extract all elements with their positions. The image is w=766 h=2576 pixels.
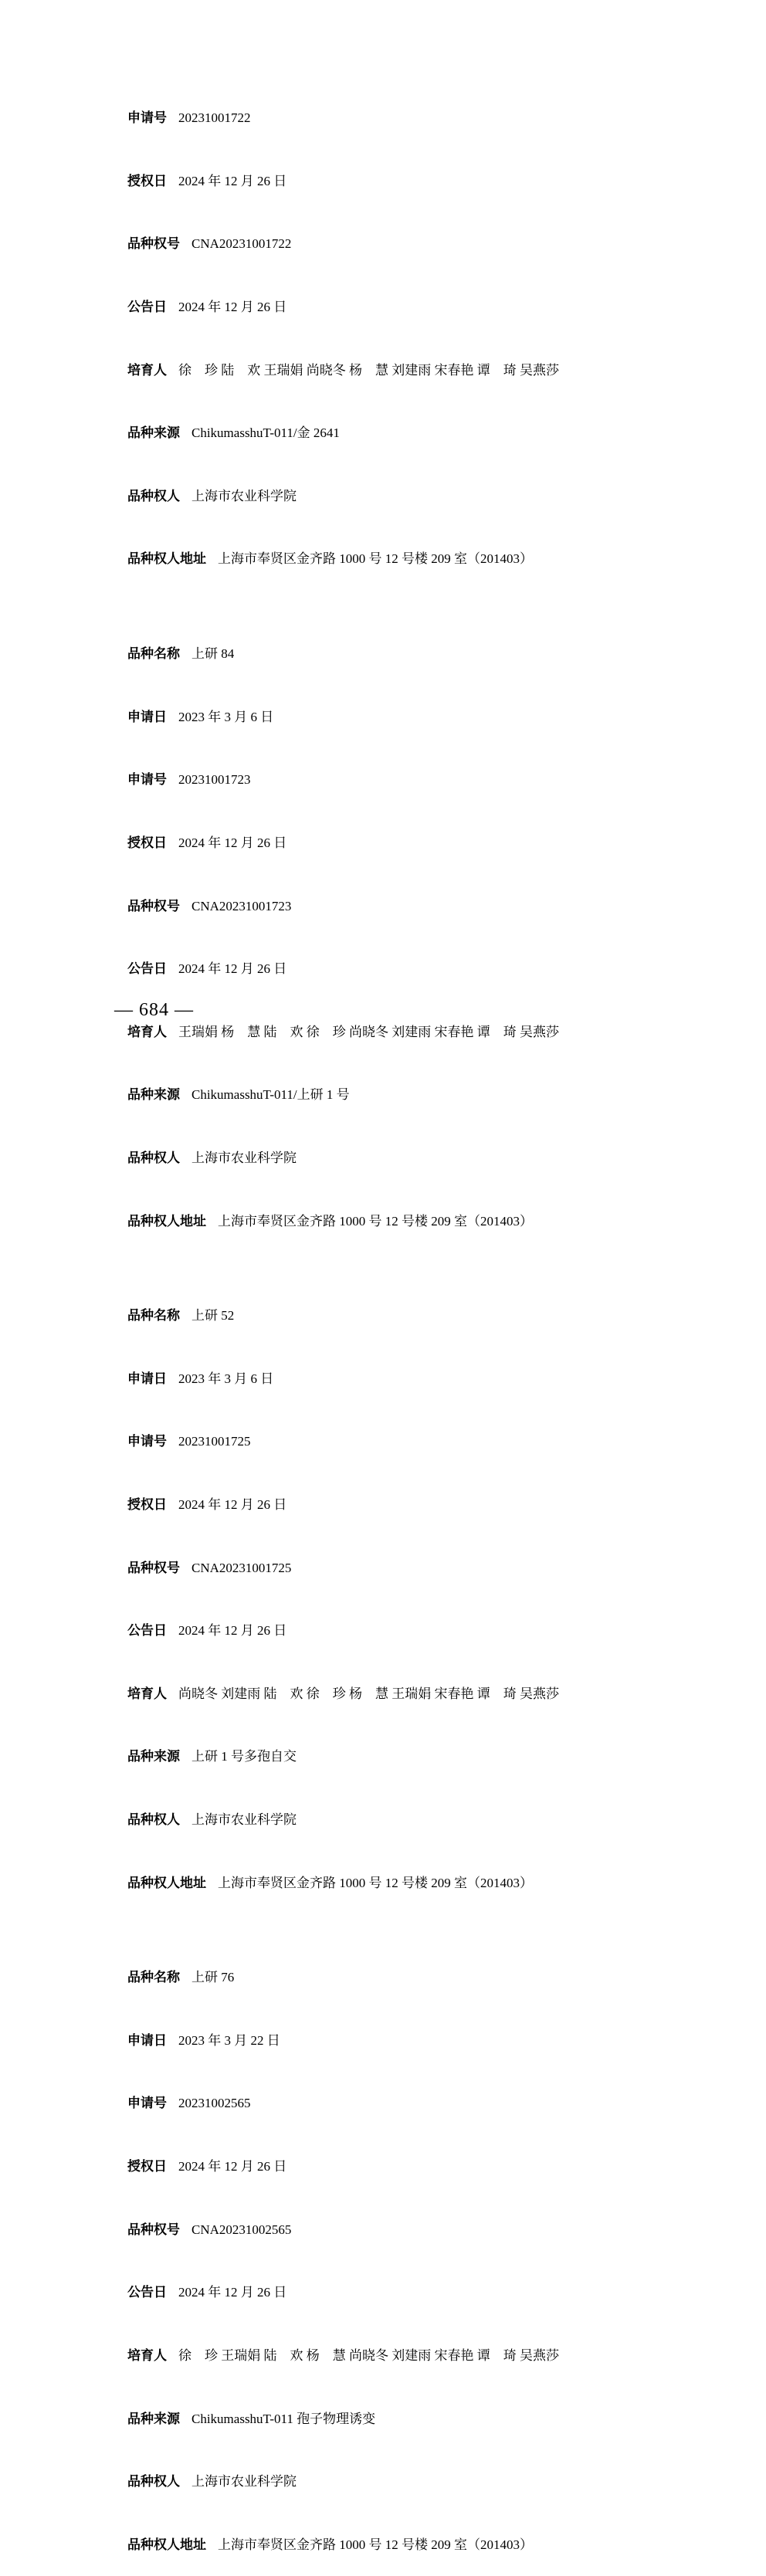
field-value: 20231001725	[178, 1434, 251, 1449]
records-container	[114, 86, 727, 2576]
record	[114, 1284, 727, 1914]
field-line	[114, 937, 727, 1001]
field-label: 品种权号	[127, 898, 180, 913]
field-value: 2024 年 12 月 26 日	[178, 300, 287, 315]
field-value: 2024 年 12 月 26 日	[178, 173, 287, 188]
field-label: 品种权人	[127, 488, 180, 503]
field-label: 品种权号	[127, 2222, 180, 2237]
field-label: 申请号	[127, 110, 167, 126]
field-line	[114, 1063, 727, 1127]
field-line	[114, 1189, 727, 1252]
field-value: CNA20231002565	[192, 2222, 292, 2237]
field-line	[114, 1725, 727, 1788]
field-value: 2024 年 12 月 26 日	[178, 1623, 287, 1639]
field-line	[114, 2387, 727, 2450]
field-line	[114, 1473, 727, 1537]
field-line	[114, 1599, 727, 1663]
field-value: 上海市奉贤区金齐路 1000 号 12 号楼 209 室（201403）	[218, 551, 533, 567]
field-value: CNA20231001722	[192, 236, 292, 252]
field-line	[114, 1536, 727, 1599]
field-value: 20231002565	[178, 2096, 251, 2111]
field-label: 申请号	[127, 2096, 167, 2111]
field-label: 公告日	[127, 961, 167, 977]
field-line	[114, 2135, 727, 2198]
field-line	[114, 212, 727, 276]
field-value: 上海市奉贤区金齐路 1000 号 12 号楼 209 室（201403）	[218, 2537, 533, 2552]
field-line	[114, 1347, 727, 1411]
field-line	[114, 2261, 727, 2324]
record	[114, 1946, 727, 2576]
field-value: 2024 年 12 月 26 日	[178, 835, 287, 850]
field-value: 上海市奉贤区金齐路 1000 号 12 号楼 209 室（201403）	[218, 1875, 533, 1890]
field-value: 上海市奉贤区金齐路 1000 号 12 号楼 209 室（201403）	[218, 1213, 533, 1229]
field-label: 品种来源	[127, 1749, 180, 1764]
field-value: 尚晓冬 刘建雨 陆 欢 徐 珍 杨 慧 王瑞娟 宋春艳 谭 琦 吴燕莎	[178, 1686, 559, 1701]
field-label: 品种权人	[127, 1812, 180, 1828]
field-value: 2024 年 12 月 26 日	[178, 2285, 287, 2300]
field-label: 授权日	[127, 2159, 167, 2174]
field-line	[114, 1284, 727, 1347]
field-label: 品种权人地址	[127, 1875, 206, 1890]
field-label: 品种名称	[127, 1308, 180, 1324]
field-line	[114, 2072, 727, 2135]
field-label: 授权日	[127, 835, 167, 850]
field-label: 品种权人地址	[127, 1213, 206, 1229]
field-label: 培育人	[127, 1686, 167, 1701]
field-value: 上海市农业科学院	[192, 2474, 297, 2490]
field-line	[114, 276, 727, 339]
field-value: 2024 年 12 月 26 日	[178, 961, 287, 977]
field-value: 上研 1 号多孢自交	[192, 1749, 297, 1764]
field-line	[114, 2198, 727, 2262]
field-label: 品种来源	[127, 2411, 180, 2426]
field-value: ChikumasshuT-011 孢子物理诱变	[192, 2411, 376, 2426]
field-label: 申请日	[127, 709, 167, 724]
field-line	[114, 1663, 727, 1726]
field-label: 授权日	[127, 1497, 167, 1512]
field-line	[114, 874, 727, 937]
field-line	[114, 2009, 727, 2073]
field-value: 上研 84	[192, 646, 235, 662]
field-value: ChikumasshuT-011/上研 1 号	[192, 1087, 350, 1103]
field-line	[114, 1946, 727, 2009]
field-value: 徐 珍 陆 欢 王瑞娟 尚晓冬 杨 慧 刘建雨 宋春艳 谭 琦 吴燕莎	[178, 362, 559, 378]
field-label: 品种来源	[127, 425, 180, 441]
field-line	[114, 1001, 727, 1064]
field-value: CNA20231001725	[192, 1560, 292, 1575]
field-value: ChikumasshuT-011/金 2641	[192, 425, 340, 441]
field-value: 王瑞娟 杨 慧 陆 欢 徐 珍 尚晓冬 刘建雨 宋春艳 谭 琦 吴燕莎	[178, 1024, 559, 1039]
field-value: 徐 珍 王瑞娟 陆 欢 杨 慧 尚晓冬 刘建雨 宋春艳 谭 琦 吴燕莎	[178, 2347, 559, 2363]
field-label: 申请号	[127, 1434, 167, 1449]
field-label: 培育人	[127, 1024, 167, 1039]
field-label: 品种权人地址	[127, 2537, 206, 2552]
field-value: 2023 年 3 月 22 日	[178, 2032, 280, 2048]
field-label: 培育人	[127, 362, 167, 378]
field-label: 品种权号	[127, 1560, 180, 1575]
field-label: 公告日	[127, 1623, 167, 1639]
field-line	[114, 150, 727, 213]
page-number: — 684 —	[114, 1000, 194, 1020]
field-line	[114, 2324, 727, 2388]
field-line	[114, 86, 727, 150]
field-line	[114, 1410, 727, 1473]
field-label: 申请号	[127, 772, 167, 788]
record	[114, 86, 727, 591]
field-value: 上研 52	[192, 1308, 235, 1324]
field-label: 培育人	[127, 2347, 167, 2363]
field-line	[114, 402, 727, 465]
field-value: 上海市农业科学院	[192, 1150, 297, 1165]
field-value: 2023 年 3 月 6 日	[178, 709, 274, 724]
field-value: 2024 年 12 月 26 日	[178, 2159, 287, 2174]
field-label: 品种权人	[127, 1150, 180, 1165]
field-line	[114, 748, 727, 812]
field-line	[114, 685, 727, 748]
field-value: 20231001722	[178, 110, 251, 126]
field-label: 品种权人	[127, 2474, 180, 2490]
field-line	[114, 465, 727, 528]
field-value: 上海市农业科学院	[192, 1812, 297, 1828]
field-label: 品种来源	[127, 1087, 180, 1103]
field-line	[114, 1788, 727, 1852]
field-label: 申请日	[127, 1371, 167, 1386]
field-label: 品种权人地址	[127, 551, 206, 567]
field-line	[114, 2513, 727, 2576]
field-line	[114, 527, 727, 591]
field-value: 2023 年 3 月 6 日	[178, 1371, 274, 1386]
field-value: 上研 76	[192, 1970, 235, 1985]
field-line	[114, 1851, 727, 1914]
field-label: 品种名称	[127, 1970, 180, 1985]
field-label: 公告日	[127, 300, 167, 315]
field-value: 2024 年 12 月 26 日	[178, 1497, 287, 1512]
field-value: CNA20231001723	[192, 898, 292, 913]
field-line	[114, 2450, 727, 2513]
field-label: 授权日	[127, 173, 167, 188]
field-line	[114, 1127, 727, 1190]
field-label: 品种权号	[127, 236, 180, 252]
field-label: 品种名称	[127, 646, 180, 662]
field-line	[114, 812, 727, 875]
field-value: 20231001723	[178, 772, 251, 788]
field-label: 公告日	[127, 2285, 167, 2300]
field-value: 上海市农业科学院	[192, 488, 297, 503]
field-line	[114, 338, 727, 402]
field-line	[114, 622, 727, 686]
record	[114, 622, 727, 1252]
field-label: 申请日	[127, 2032, 167, 2048]
